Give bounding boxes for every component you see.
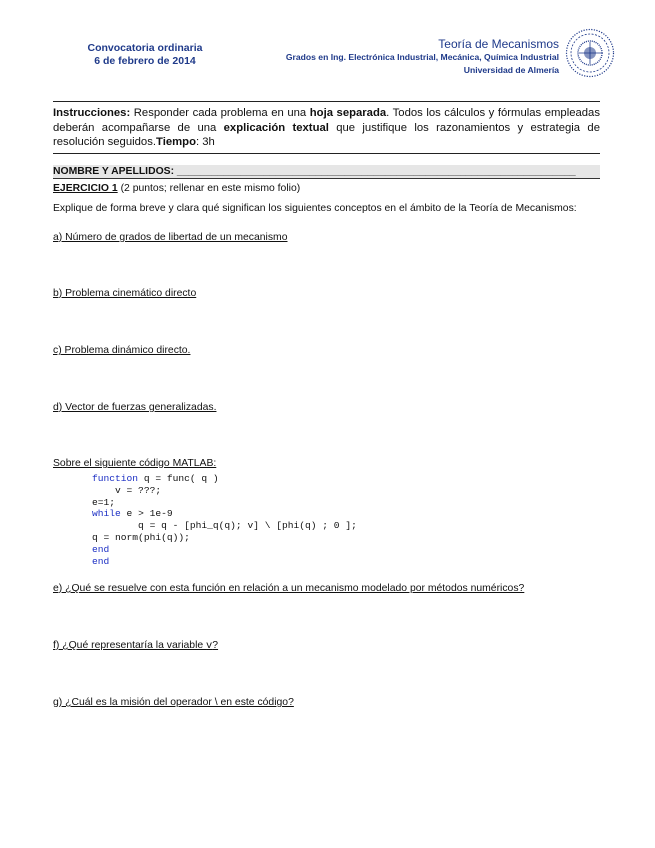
name-field[interactable] [53,165,600,179]
instructions-bold-1: hoja separada [309,107,387,119]
code-line-2: v = ???; [92,484,162,496]
top-divider [53,101,600,102]
instructions-text-4: : 3h [195,136,215,148]
exercise-intro: Explique de forma breve y clara qué significan los siguientes conceptos en el ámbito de la Teoría de Mecanismos: [53,203,577,214]
matlab-code-block [92,473,357,567]
course-title: Teoría de Mecanismos [438,37,559,51]
name-field-label: NOMBRE Y APELLIDOS: [53,166,175,177]
question-g: g) ¿Cuál es la misión del operador \ en este código? [53,697,294,708]
course-header [286,38,559,77]
instructions-text-1: Responder cada problema en una [130,107,310,119]
question-f-text: f) ¿Qué representaría la variable [53,640,207,651]
question-f [53,640,218,652]
instructions-bold-2: explicación textual [223,121,329,134]
instructions-divider [53,153,600,154]
exercise-note: (2 puntos; rellenar en este mismo folio) [117,183,301,194]
question-f-variable: v [206,640,213,652]
name-field-blank[interactable]: _____________________________________________________________________ [174,166,576,177]
university-seal-icon [565,28,615,78]
code-line-5: q = q - [phi_q(q); v] \ [phi(q) ; 0 ]; [92,520,357,532]
instructions-bold-3: Tiempo [156,136,196,148]
exam-session-label: Convocatoria ordinaria [87,42,203,54]
code-line-4: e > 1e-9 [120,508,173,520]
exercise-heading [53,183,300,194]
instructions-label: Instrucciones: [53,107,131,119]
question-b: b) Problema cinemático directo [53,288,197,299]
question-e: e) ¿Qué se resuelve con esta función en relación a un mecanismo modelado por métodos numéricos? [53,583,525,594]
question-c: c) Problema dinámico directo. [53,345,191,356]
code-line-8: end [92,555,110,567]
university-name: Universidad de Almería [463,65,559,75]
code-keyword-function: function [92,473,139,484]
exam-session-header [70,42,220,68]
exercise-title: EJERCICIO 1 [53,183,118,194]
instructions-text-3: que justifique los razonamientos y estrategia de resolución seguidos. [53,121,600,148]
question-a: a) Número de grados de libertad de un mecanismo [53,232,288,243]
code-line-3: e=1; [92,496,116,508]
code-line-7: end [92,543,110,555]
question-f-end: ? [212,640,219,651]
code-keyword-while: while [92,508,121,520]
exam-date: 6 de febrero de 2014 [94,55,196,67]
code-intro: Sobre el siguiente código MATLAB: [53,458,217,469]
code-line-6: q = norm(phi(q)); [92,531,190,543]
question-d: d) Vector de fuerzas generalizadas. [53,402,217,413]
code-line-1: q = func( q ) [138,473,219,484]
instructions-text-2: . Todos los cálculos y fórmulas empleadas deberán acompañarse de una [53,107,600,134]
degree-programs: Grados en Ing. Electrónica Industrial, Mecánica, Química Industrial [285,52,559,62]
instructions-paragraph [53,106,600,150]
